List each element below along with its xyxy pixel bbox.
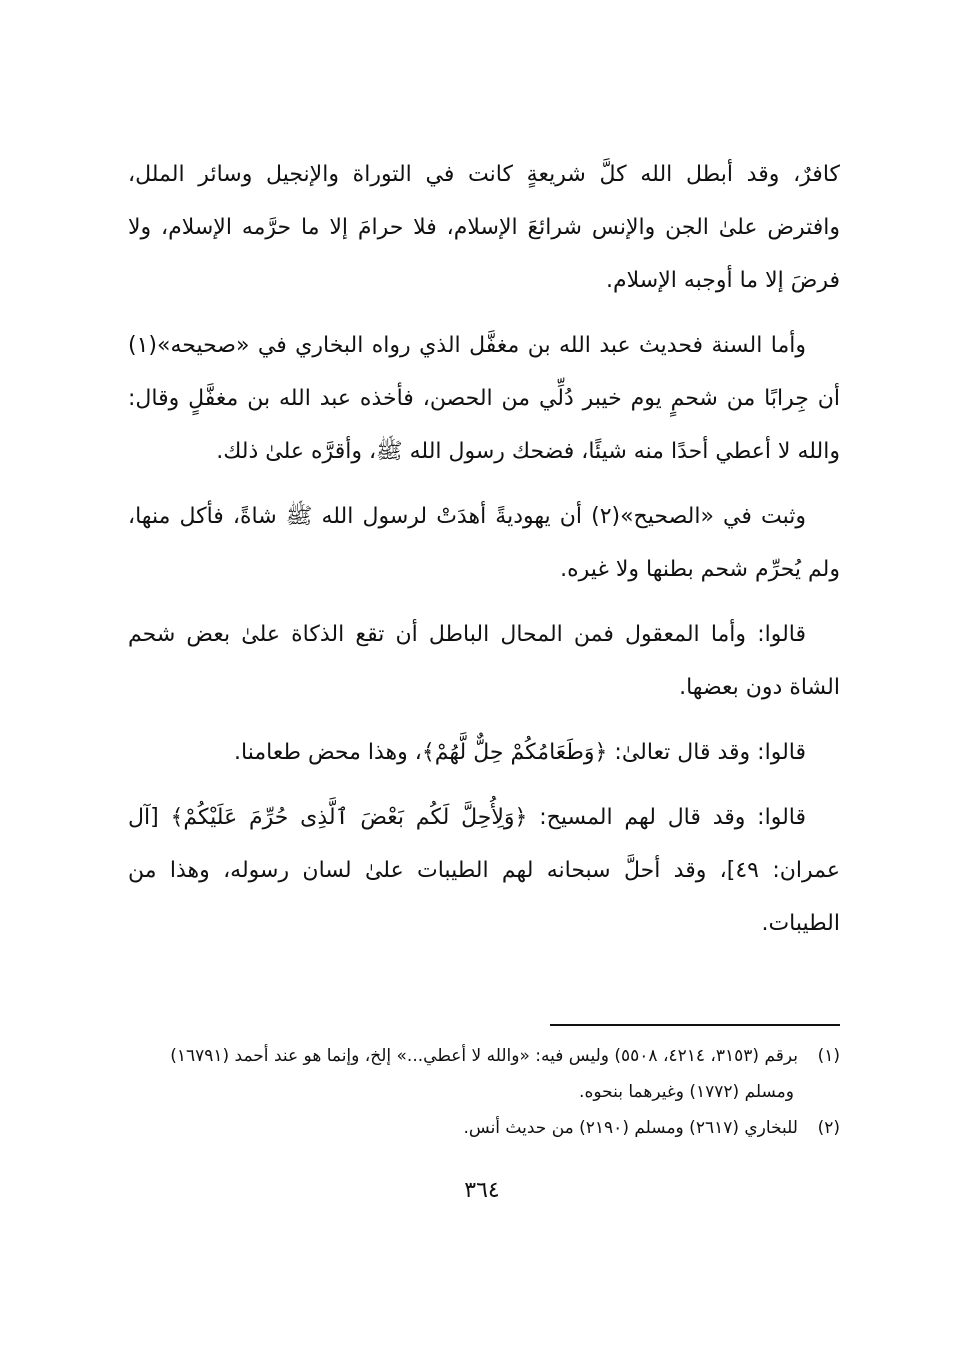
footnote-text: للبخاري (٢٦١٧) ومسلم (٢١٩٠) من حديث أنس. [463,1118,798,1138]
page-number: ٣٦٤ [464,1178,500,1203]
paragraph-4: قالوا: وأما المعقول فمن المحال الباطل أن تقع الذكاة علىٰ بعض شحم الشاة دون بعضها. [128,622,840,700]
footnote-divider [550,1024,840,1026]
footnote-number: (٢) [817,1118,840,1138]
paragraph-2: وأما السنة فحديث عبد الله بن مغفَّل الذي رواه البخاري في «صحيحه»(١) أن جِرابًا من شحمٍ يوم خيبر دُلِّي من الحصن، فأخذه عبد الله بن مغفَّلٍ وقال: والله لا أعطي أحدًا منه شيئًا، فضحك رسول الله ﷺ، وأقرَّه علىٰ ذلك. [128,333,840,464]
footnotes [128,1038,840,1146]
paragraph-3: وثبت في «الصحيح»(٢) أن يهوديةً أهدَتْ لرسول الله ﷺ شاةً، فأكل منها، ولم يُحرِّم شحم بطنها ولا غيره. [128,504,840,582]
main-text [128,148,840,962]
paragraph-1: كافرٌ، وقد أبطل الله كلَّ شريعةٍ كانت في التوراة والإنجيل وسائر الملل، وافترض علىٰ الجن والإنس شرائعَ الإسلام، فلا حرامَ إلا ما حرَّمه الإسلام، ولا فرضَ إلا ما أوجبه الإسلام. [128,162,840,293]
paragraph-5: قالوا: وقد قال تعالىٰ: ﴿وَطَعَامُكُمْ حِلٌّ لَّهُمْ﴾، وهذا محض طعامنا. [234,740,806,765]
footnote-number: (١) [817,1046,840,1066]
paragraph-6: قالوا: وقد قال لهم المسيح: ﴿وَلِأُحِلَّ لَكُم بَعْضَ ٱلَّذِى حُرِّمَ عَلَيْكُمْ﴾ [آل عمران: ٤٩]، وقد أحلَّ سبحانه لهم الطيبات علىٰ لسان رسوله، وهذا من الطيبات. [128,805,840,936]
footnote-2 [128,1110,840,1146]
footnote-1 [128,1038,840,1110]
footnote-text: برقم (٣١٥٣، ٤٢١٤، ٥٥٠٨) وليس فيه: «والله لا أعطي...» إلخ، وإنما هو عند أحمد (١٦٧٩١) ومسلم (١٧٧٢) وغيرهما بنحوه. [170,1046,798,1102]
